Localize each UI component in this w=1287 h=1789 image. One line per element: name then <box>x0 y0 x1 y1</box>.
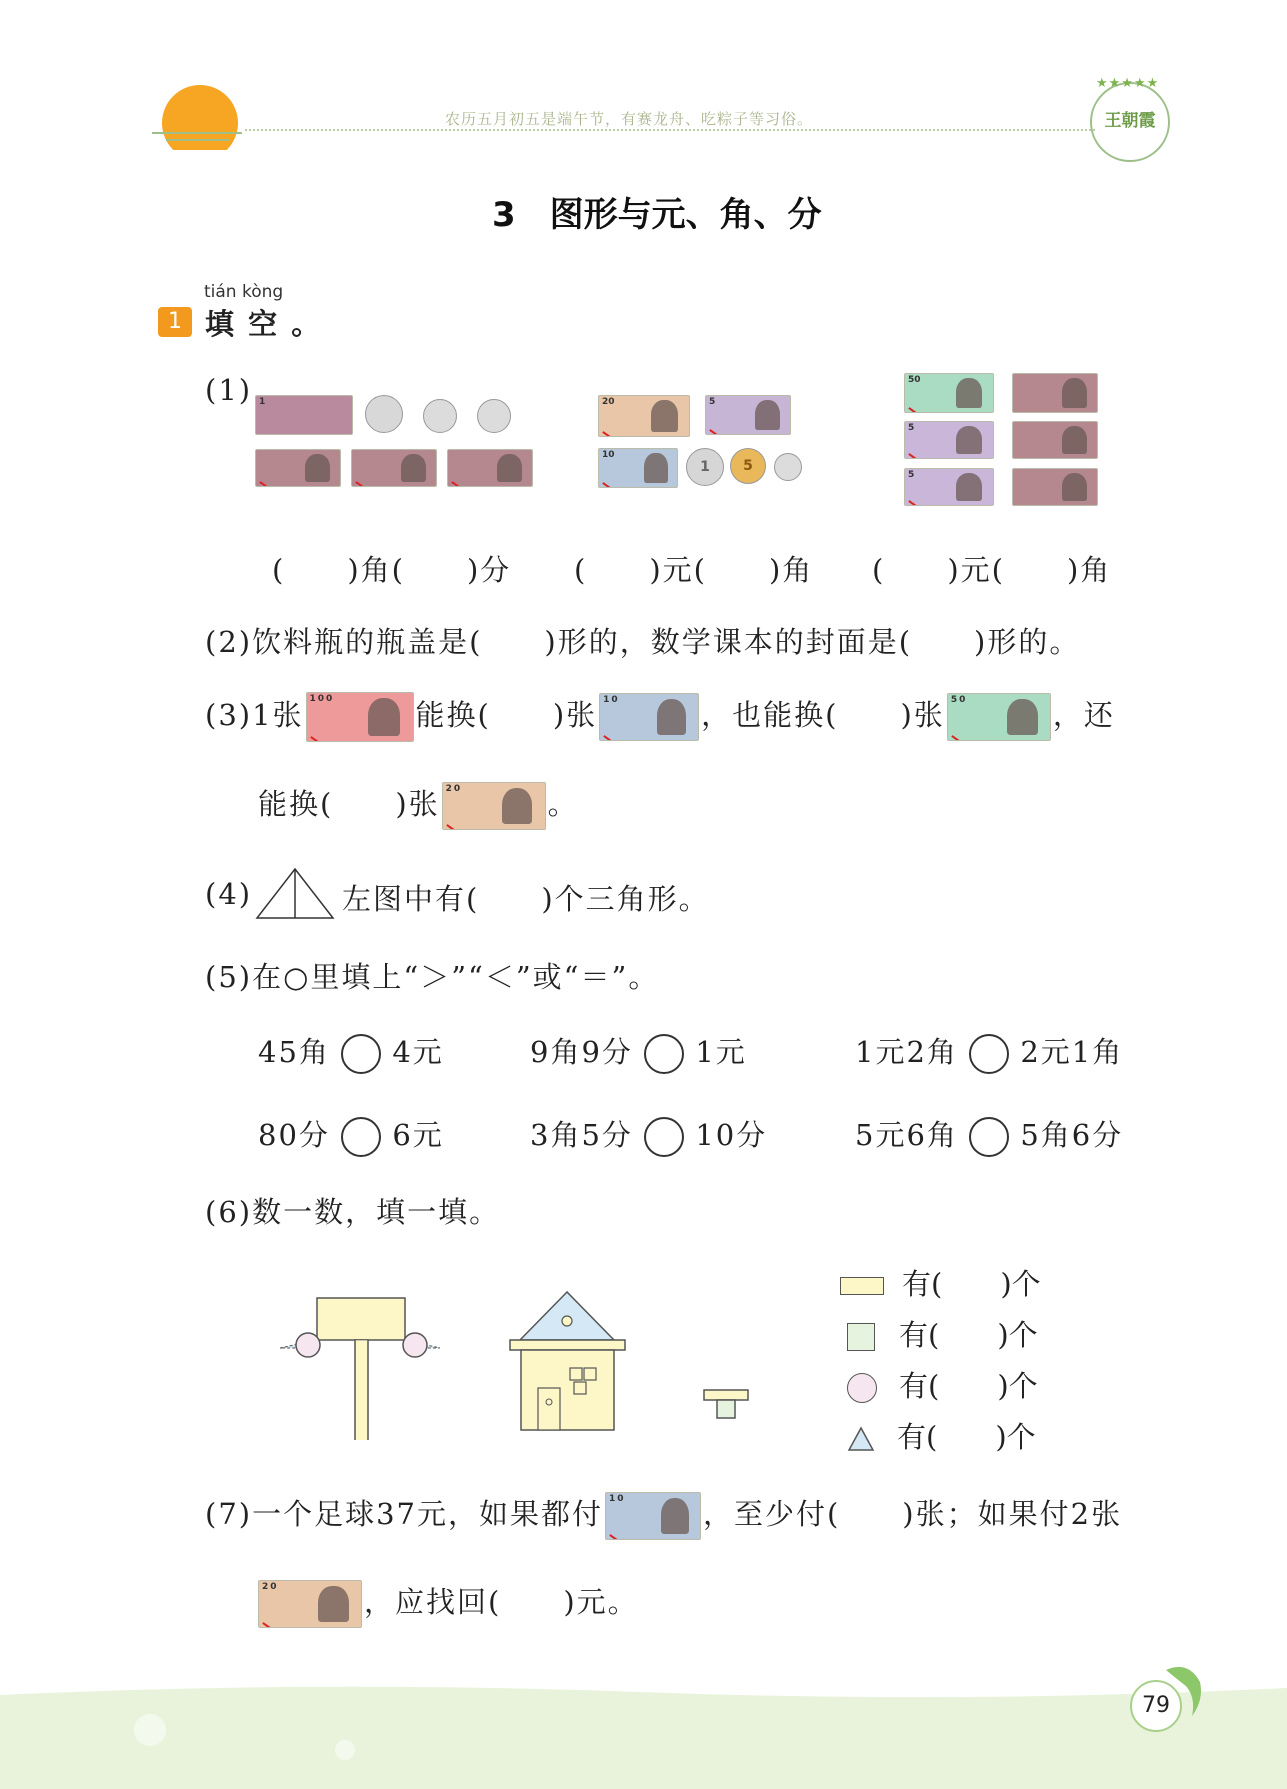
q7-line-1 <box>205 1492 1122 1540</box>
q1-answer-2: ( )元( )角 <box>574 553 814 587</box>
section-number: 1 <box>168 309 182 334</box>
compare-item: 9角9分 1元 <box>530 1030 747 1074</box>
page-title: 3 图形与元、角、分 <box>492 195 822 235</box>
coin-icon <box>423 399 457 433</box>
legend-triangle: 有( )个 <box>847 1415 1036 1456</box>
one-jiao-coin-icon <box>774 453 802 481</box>
q1-answer-1: ( )角( )分 <box>272 553 512 587</box>
compare-circle[interactable] <box>969 1117 1009 1157</box>
section-pinyin: tián kòng <box>204 282 284 302</box>
q3-part-3: ，也能换( )张 <box>701 698 945 732</box>
note-denomination: 10 <box>608 1494 626 1504</box>
coin-icon <box>477 399 511 433</box>
ten-yuan-note <box>599 693 699 741</box>
q3-part-4: ，还 <box>1052 698 1115 732</box>
five-yuan-note <box>705 395 791 435</box>
note-denomination: 50 <box>950 695 968 705</box>
compare-item: 1元2角 2元1角 <box>855 1030 1123 1074</box>
one-yuan-coin-icon: 1 <box>686 448 724 486</box>
section-number-badge <box>158 307 192 337</box>
note-denomination: 20 <box>262 1582 279 1592</box>
header-tagline: 农历五月初五是端午节，有赛龙舟、吃粽子等习俗。 <box>445 110 814 128</box>
q3-line-1 <box>205 692 1115 742</box>
sign-figure <box>280 1298 440 1440</box>
five-jiao-coin-icon: 5 <box>730 448 766 484</box>
triangle-icon <box>847 1426 875 1452</box>
five-yuan-note <box>904 468 994 506</box>
note-denomination: 10 <box>602 450 615 460</box>
compare-circle[interactable] <box>644 1117 684 1157</box>
twenty-yuan-note <box>442 782 546 830</box>
q6-text: (6)数一数，填一填。 <box>205 1195 501 1229</box>
legend-rectangle: 有( )个 <box>840 1262 1041 1303</box>
q7-line-2-text: ，应找回( )元。 <box>364 1585 639 1619</box>
q2-text: (2)饮料瓶的瓶盖是( )形的，数学课本的封面是( )形的。 <box>205 625 1081 659</box>
note-denomination: 20 <box>602 397 615 407</box>
compare-item: 80分 6元 <box>258 1113 444 1157</box>
q7-part-2: ，至少付( )张；如果付2张 <box>702 1497 1123 1531</box>
legend-circle: 有( )个 <box>847 1364 1038 1405</box>
compare-item: 3角5分 10分 <box>530 1113 767 1157</box>
hundred-yuan-note <box>306 692 414 742</box>
sun-lines <box>152 132 242 148</box>
compare-circle[interactable] <box>341 1117 381 1157</box>
note-denomination: 100 <box>309 694 335 704</box>
fifty-yuan-note <box>947 693 1051 741</box>
ten-yuan-note <box>605 1492 701 1540</box>
ten-yuan-note <box>598 448 678 488</box>
q1-label: (1) <box>205 373 253 407</box>
triangle-figure <box>255 866 335 921</box>
q1-money-group-3 <box>904 373 1104 513</box>
twenty-yuan-note <box>598 395 690 437</box>
compare-item: 45角 4元 <box>258 1030 444 1074</box>
note-denomination: 20 <box>445 784 463 794</box>
one-jiao-note <box>255 395 353 435</box>
brand-stars: ★★★★★ <box>1096 76 1160 91</box>
compare-circle[interactable] <box>341 1034 381 1074</box>
five-jiao-note <box>1012 421 1098 459</box>
note-denomination: 1 <box>259 397 266 407</box>
square-icon <box>847 1323 875 1351</box>
legend-square: 有( )个 <box>847 1313 1038 1354</box>
five-jiao-note <box>1012 468 1098 506</box>
header-divider <box>245 129 1095 131</box>
rectangle-icon <box>840 1277 884 1295</box>
q3-part-2: 能换( )张 <box>415 698 598 732</box>
five-jiao-note <box>351 449 437 487</box>
note-denomination: 5 <box>908 423 915 433</box>
q4-label: (4) <box>205 877 253 911</box>
q1-money-group-1 <box>255 393 545 493</box>
note-denomination: 5 <box>908 470 915 480</box>
q7-part-1: (7)一个足球37元，如果都付 <box>205 1497 603 1531</box>
q3-line-2b: 。 <box>547 787 579 821</box>
page-number: 79 <box>1142 1693 1170 1718</box>
dolphin-icon <box>1158 1660 1208 1720</box>
section-label: 填 空 。 <box>205 307 323 341</box>
fifty-yuan-note <box>904 373 994 413</box>
five-jiao-note <box>1012 373 1098 413</box>
q3-line-2a: 能换( )张 <box>258 787 440 821</box>
q1-money-group-2 <box>598 393 808 493</box>
q1-answer-3: ( )元( )角 <box>872 553 1112 587</box>
q3-line-2 <box>258 782 579 830</box>
q7-line-2 <box>258 1580 639 1628</box>
house-figure <box>510 1292 625 1430</box>
five-jiao-note <box>255 449 341 487</box>
q5-text: (5)在○里填上“＞”“＜”或“＝”。 <box>205 960 660 994</box>
coin-icon <box>365 395 403 433</box>
compare-circle[interactable] <box>969 1034 1009 1074</box>
note-denomination: 5 <box>709 397 716 407</box>
shape-figures <box>280 1280 760 1440</box>
q3-part-1: (3)1张 <box>205 698 304 732</box>
compare-item: 5元6角 5角6分 <box>855 1113 1123 1157</box>
note-denomination: 10 <box>603 695 620 705</box>
footer-background <box>0 1680 1287 1789</box>
brand-logo <box>1090 82 1170 162</box>
brand-name: 王朝霞 <box>1104 111 1156 131</box>
circle-icon <box>847 1373 877 1403</box>
stool-figure <box>704 1390 748 1418</box>
five-jiao-note <box>447 449 533 487</box>
twenty-yuan-note <box>258 1580 362 1628</box>
note-denomination: 50 <box>908 375 921 385</box>
compare-circle[interactable] <box>644 1034 684 1074</box>
five-yuan-note <box>904 421 994 459</box>
q4-text: 左图中有( )个三角形。 <box>342 882 710 916</box>
